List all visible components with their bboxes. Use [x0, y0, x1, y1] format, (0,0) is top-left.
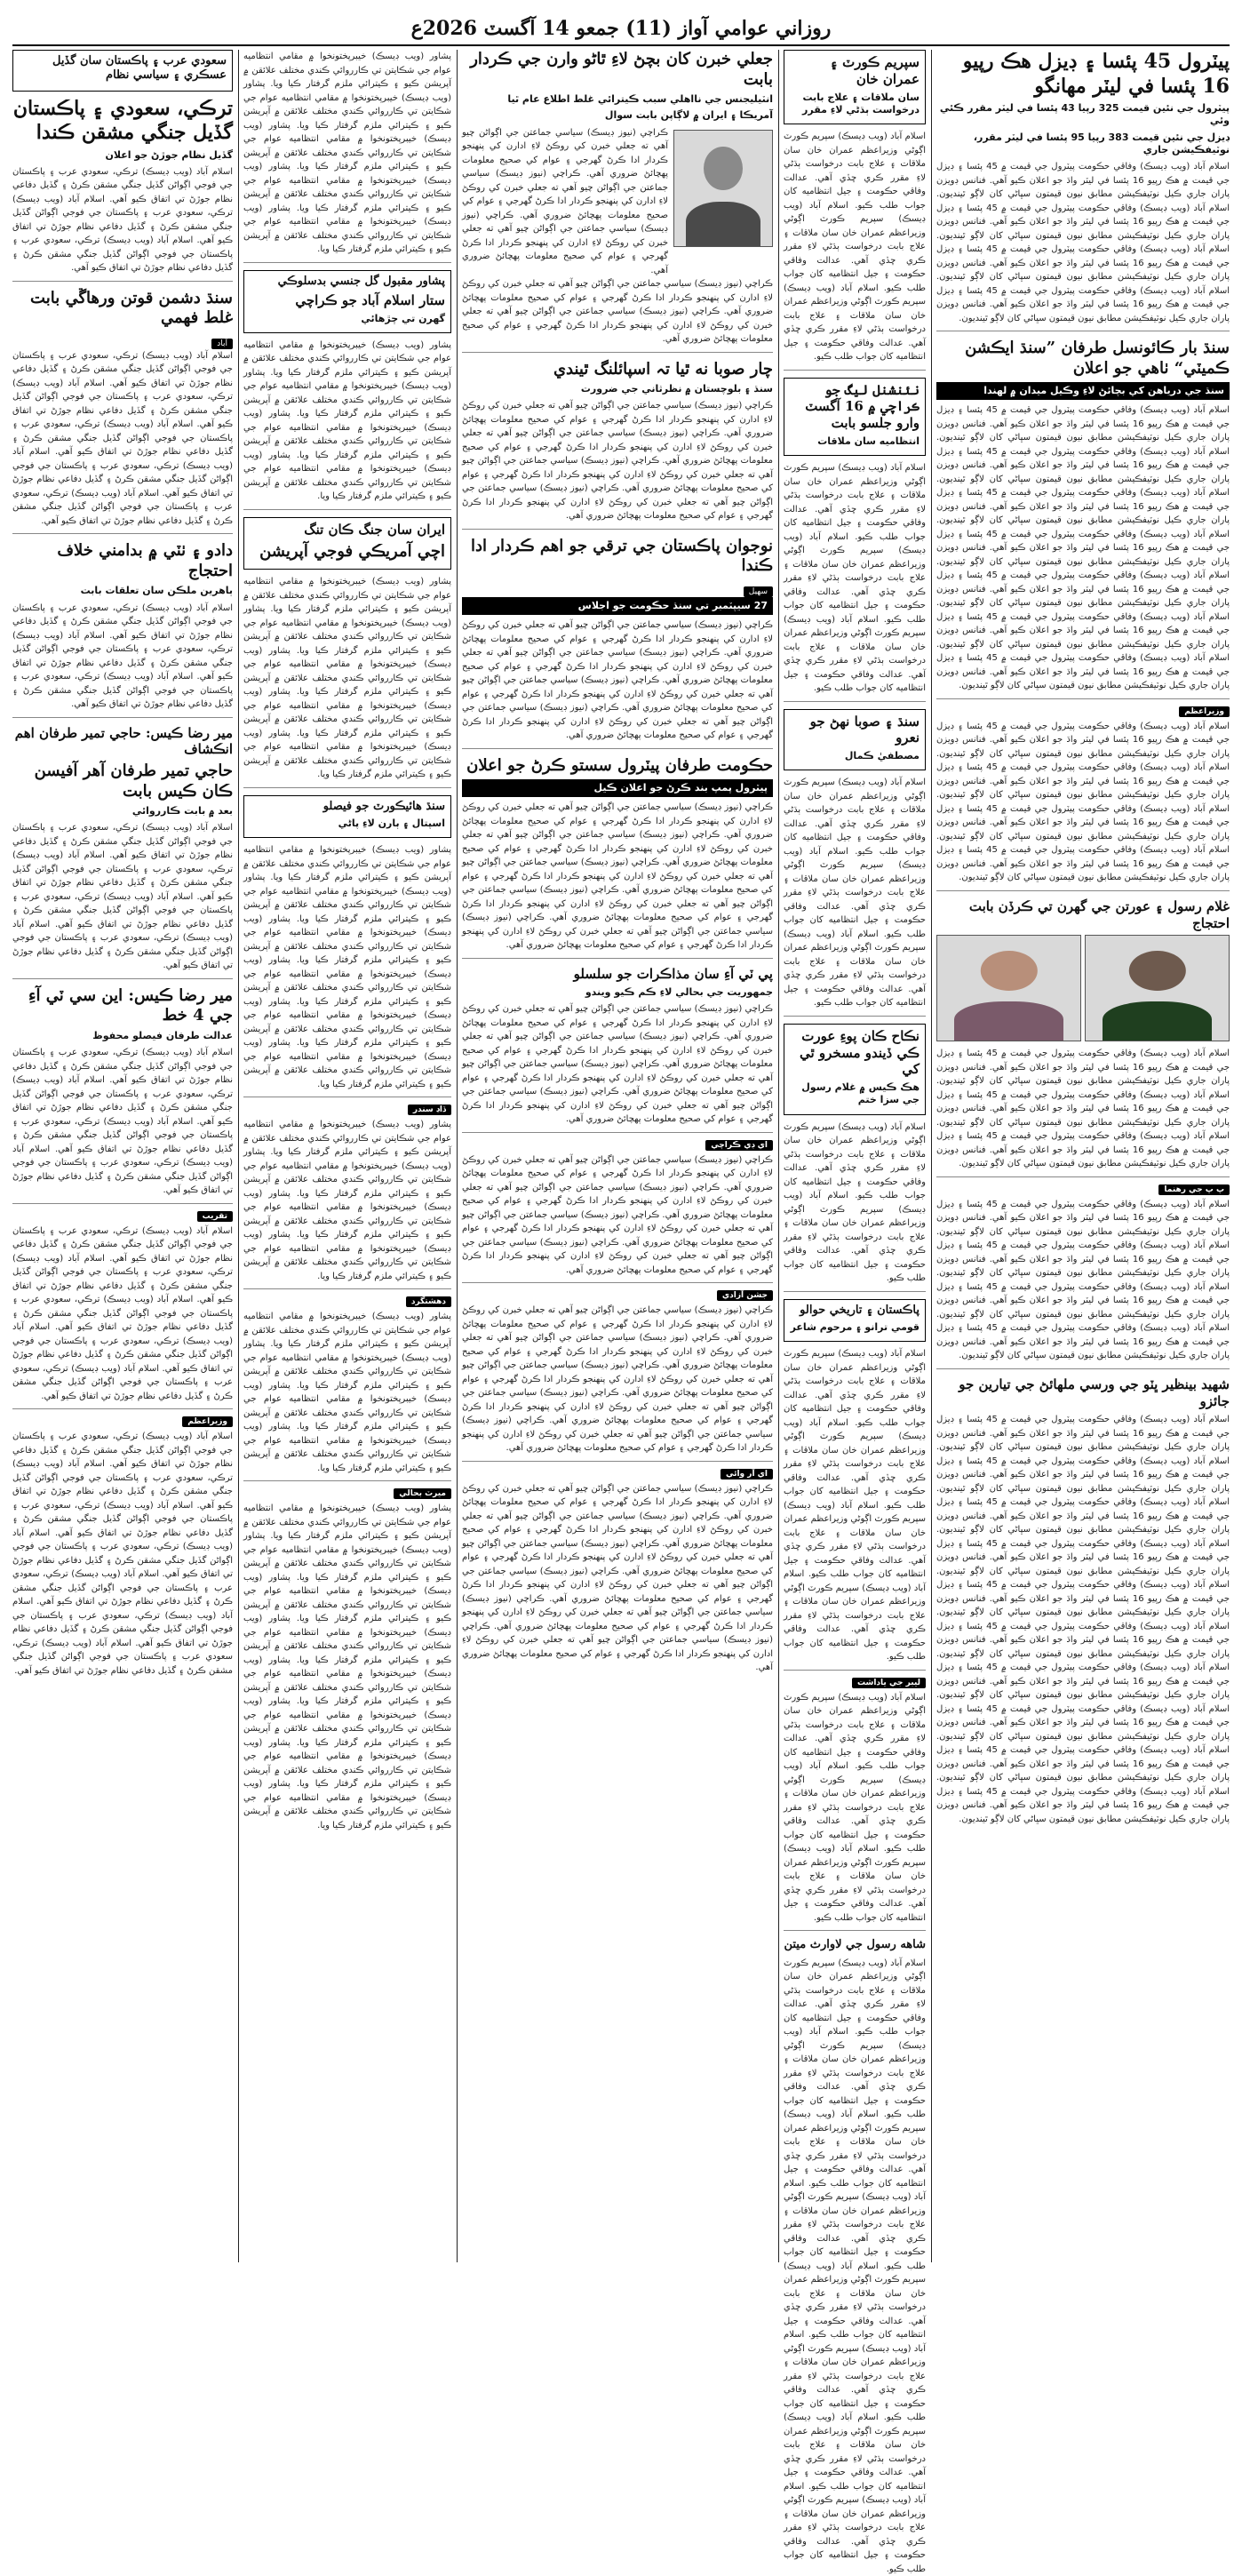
subheadline: سان ملاقات ۽ علاج بابت درخواست ٻڌڻي لاءِ مقرر: [802, 91, 920, 116]
headline: شاهه رسول جي لاوارث ميتن: [784, 1938, 926, 1952]
headline: ترڪي، سعودي ۽ پاڪستان گڏيل جنگي مشقن ڪندا: [12, 96, 233, 144]
tag-chip: سهيل: [744, 586, 773, 597]
portrait-photo: [936, 935, 1081, 1041]
headline: نڪاح ڪان پوءِ عورت ڪي ڏيندو مسخرو ٿي کي: [800, 1027, 920, 1078]
tag-chip: وزيراعظم: [182, 1416, 233, 1427]
story-body: اسلام آباد (ويب ڊيسڪ) وفاقي حڪومت پيٽرول جي قيمت ۾ 45 پئسا ۽ ڊيزل جي قيمت ۾ هڪ رپيو 16 پئسا في ليٽر واڌ جو اعلان ڪيو آهي. فنانس ڊويزن پاران جاري ڪيل نوٽيفڪيشن مطابق نيون قيمتون سڀاڻي کان لاڳو ٿينديون. اسلام آباد (ويب ڊيسڪ) وفاقي حڪومت پيٽرول جي قيمت ۾ 45 پئسا ۽ ڊيزل جي قيمت ۾ هڪ رپيو 16 پئسا في ليٽر واڌ جو اعلان ڪيو آهي. فنانس ڊويزن پاران جاري ڪيل نوٽيفڪيشن مطابق نيون قيمتون سڀاڻي کان لاڳو ٿينديون. اسلام آباد (ويب ڊيسڪ) وفاقي حڪومت پيٽرول جي قيمت ۾ 45 پئسا ۽ ڊيزل جي قيمت ۾ هڪ رپيو 16 پئسا في ليٽر واڌ جو اعلان ڪيو آهي. فنانس ڊويزن پاران جاري ڪيل نوٽيفڪيشن مطابق نيون قيمتون سڀاڻي کان لاڳو ٿينديون. اسلام آباد (ويب ڊيسڪ) وفاقي حڪومت پيٽرول جي قيمت ۾ 45 پئسا ۽ ڊيزل جي قيمت ۾ هڪ رپيو 16 پئسا في ليٽر واڌ جو اعلان ڪيو آهي. فنانس ڊويزن پاران جاري ڪيل نوٽيفڪيشن مطابق نيون قيمتون سڀاڻي کان لاڳو ٿينديون.: [936, 720, 1230, 891]
story-body: اسلام آباد (ويب ڊيسڪ) ترڪي، سعودي عرب ۽ پاڪستان جي فوجي اڳواڻن گڏيل جنگي مشقن ڪرڻ ۽ گڏيل دفاعي نظام جوڙڻ تي اتفاق ڪيو آهي. اسلام آباد (ويب ڊيسڪ) ترڪي، سعودي عرب ۽ پاڪستان جي فوجي اڳواڻن گڏيل جنگي مشقن ڪرڻ ۽ گڏيل دفاعي نظام جوڙڻ تي اتفاق ڪيو آهي. اسلام آباد (ويب ڊيسڪ) ترڪي، سعودي عرب ۽ پاڪستان جي فوجي اڳواڻن گڏيل جنگي مشقن ڪرڻ ۽ گڏيل دفاعي نظام جوڙڻ تي اتفاق ڪيو آهي.: [12, 165, 233, 282]
column-5: [12, 50, 233, 2262]
story-body: اسلام آباد (ويب ڊيسڪ) سپريم ڪورٽ اڳوڻي وزيراعظم عمران خان سان ملاقات ۽ علاج بابت درخواست ٻڌڻي لاءِ مقرر ڪري ڇڏي آهي. عدالت وفاقي حڪومت ۽ جيل انتظاميه کان جواب طلب ڪيو. اسلام آباد (ويب ڊيسڪ) سپريم ڪورٽ اڳوڻي وزيراعظم عمران خان سان ملاقات ۽ علاج بابت درخواست ٻڌڻي لاءِ مقرر ڪري ڇڏي آهي. عدالت وفاقي حڪومت ۽ جيل انتظاميه کان جواب طلب ڪيو. اسلام آباد (ويب ڊيسڪ) سپريم ڪورٽ اڳوڻي وزيراعظم عمران خان سان ملاقات ۽ علاج بابت درخواست ٻڌڻي لاءِ مقرر ڪري ڇڏي آهي. عدالت وفاقي حڪومت ۽ جيل انتظاميه کان جواب طلب ڪيو. اسلام آباد (ويب ڊيسڪ) سپريم ڪورٽ اڳوڻي وزيراعظم عمران خان سان ملاقات ۽ علاج بابت درخواست ٻڌڻي لاءِ مقرر ڪري ڇڏي آهي. عدالت وفاقي حڪومت ۽ جيل انتظاميه کان جواب طلب ڪيو. اسلام آباد (ويب ڊيسڪ) سپريم ڪورٽ اڳوڻي وزيراعظم عمران خان سان ملاقات ۽ علاج بابت درخواست ٻڌڻي لاءِ مقرر ڪري ڇڏي آهي. عدالت وفاقي حڪومت ۽ جيل انتظاميه کان جواب طلب ڪيو. اسلام آباد (ويب ڊيسڪ) سپريم ڪورٽ اڳوڻي وزيراعظم عمران خان سان ملاقات ۽ علاج بابت درخواست ٻڌڻي لاءِ مقرر ڪري ڇڏي آهي. عدالت وفاقي حڪومت ۽ جيل انتظاميه کان جواب طلب ڪيو. اسلام آباد (ويب ڊيسڪ) سپريم ڪورٽ اڳوڻي وزيراعظم عمران خان سان ملاقات ۽ علاج بابت درخواست ٻڌڻي لاءِ مقرر ڪري ڇڏي آهي. عدالت وفاقي حڪومت ۽ جيل انتظاميه کان جواب طلب ڪيو. اسلام آباد (ويب ڊيسڪ) سپريم ڪورٽ اڳوڻي وزيراعظم عمران خان سان ملاقات ۽ علاج بابت درخواست ٻڌڻي لاءِ مقرر ڪري ڇڏي آهي. عدالت وفاقي حڪومت ۽ جيل انتظاميه کان جواب طلب ڪيو.: [784, 1958, 927, 2574]
tag-chip: وزيراعظم: [1179, 706, 1230, 717]
story-body: پشاور (ويب ڊيسڪ) خيبرپختونخوا ۾ مقامي انتظاميه عوام جي شڪايتن تي ڪارروائي ڪندي مختلف علائقن ۾ آپريشن ڪيو ۽ ڪيترائي ملزم گرفتار ڪيا ويا. پشاور (ويب ڊيسڪ) خيبرپختونخوا ۾ مقامي انتظاميه عوام جي شڪايتن تي ڪارروائي ڪندي مختلف علائقن ۾ آپريشن ڪيو ۽ ڪيترائي ملزم گرفتار ڪيا ويا. پشاور (ويب ڊيسڪ) خيبرپختونخوا ۾ مقامي انتظاميه عوام جي شڪايتن تي ڪارروائي ڪندي مختلف علائقن ۾ آپريشن ڪيو ۽ ڪيترائي ملزم گرفتار ڪيا ويا. پشاور (ويب ڊيسڪ) خيبرپختونخوا ۾ مقامي انتظاميه عوام جي شڪايتن تي ڪارروائي ڪندي مختلف علائقن ۾ آپريشن ڪيو ۽ ڪيترائي ملزم گرفتار ڪيا ويا. پشاور (ويب ڊيسڪ) خيبرپختونخوا ۾ مقامي انتظاميه عوام جي شڪايتن تي ڪارروائي ڪندي مختلف علائقن ۾ آپريشن ڪيو ۽ ڪيترائي ملزم گرفتار ڪيا ويا.: [243, 575, 451, 788]
portrait-photo: [673, 130, 773, 247]
column-rule: [931, 50, 932, 2262]
column-rule: [778, 50, 779, 2262]
story-body: پشاور (ويب ڊيسڪ) خيبرپختونخوا ۾ مقامي انتظاميه عوام جي شڪايتن تي ڪارروائي ڪندي مختلف علائقن ۾ آپريشن ڪيو ۽ ڪيترائي ملزم گرفتار ڪيا ويا. پشاور (ويب ڊيسڪ) خيبرپختونخوا ۾ مقامي انتظاميه عوام جي شڪايتن تي ڪارروائي ڪندي مختلف علائقن ۾ آپريشن ڪيو ۽ ڪيترائي ملزم گرفتار ڪيا ويا. پشاور (ويب ڊيسڪ) خيبرپختونخوا ۾ مقامي انتظاميه عوام جي شڪايتن تي ڪارروائي ڪندي مختلف علائقن ۾ آپريشن ڪيو ۽ ڪيترائي ملزم گرفتار ڪيا ويا. پشاور (ويب ڊيسڪ) خيبرپختونخوا ۾ مقامي انتظاميه عوام جي شڪايتن تي ڪارروائي ڪندي مختلف علائقن ۾ آپريشن ڪيو ۽ ڪيترائي ملزم گرفتار ڪيا ويا.: [243, 1310, 451, 1481]
headline: جعلي خبرن کان بچڻ لاءِ ٿاڻو وارن جي ڪردار بابت: [470, 50, 773, 89]
subheadline: هڪ ڪيس ۾ غلام رسول جي سزا ختم: [801, 1081, 920, 1106]
subheadline: سنڌ ۽ بلوچستان ۾ نظرثاني جي ضرورت: [580, 383, 773, 395]
subheadline: انتظاميه سان ملاقات: [817, 435, 920, 447]
tag-chip: دهشتگرد: [406, 1296, 451, 1307]
story-body: اسلام آباد (ويب ڊيسڪ) وفاقي حڪومت پيٽرول جي قيمت ۾ 45 پئسا ۽ ڊيزل جي قيمت ۾ هڪ رپيو 16 پئسا في ليٽر واڌ جو اعلان ڪيو آهي. فنانس ڊويزن پاران جاري ڪيل نوٽيفڪيشن مطابق نيون قيمتون سڀاڻي کان لاڳو ٿينديون. اسلام آباد (ويب ڊيسڪ) وفاقي حڪومت پيٽرول جي قيمت ۾ 45 پئسا ۽ ڊيزل جي قيمت ۾ هڪ رپيو 16 پئسا في ليٽر واڌ جو اعلان ڪيو آهي. فنانس ڊويزن پاران جاري ڪيل نوٽيفڪيشن مطابق نيون قيمتون سڀاڻي کان لاڳو ٿينديون. اسلام آباد (ويب ڊيسڪ) وفاقي حڪومت پيٽرول جي قيمت ۾ 45 پئسا ۽ ڊيزل جي قيمت ۾ هڪ رپيو 16 پئسا في ليٽر واڌ جو اعلان ڪيو آهي. فنانس ڊويزن پاران جاري ڪيل نوٽيفڪيشن مطابق نيون قيمتون سڀاڻي کان لاڳو ٿينديون. اسلام آباد (ويب ڊيسڪ) وفاقي حڪومت پيٽرول جي قيمت ۾ 45 پئسا ۽ ڊيزل جي قيمت ۾ هڪ رپيو 16 پئسا في ليٽر واڌ جو اعلان ڪيو آهي. فنانس ڊويزن پاران جاري ڪيل نوٽيفڪيشن مطابق نيون قيمتون سڀاڻي کان لاڳو ٿينديون.: [936, 160, 1230, 331]
headline: پيٽرول 45 پئسا ۽ ڊيزل هڪ رپيو 16 پئسا في ليٽر مهانگو: [962, 50, 1230, 98]
subheadline: مصطفيٰ ڪمال: [844, 750, 920, 762]
subheadline: 27 سيپٽمبر تي سنڌ حڪومت جو اجلاس: [462, 597, 773, 615]
headline: حڪومت طرفان پيٽرول سستو ڪرڻ جو اعلان: [466, 755, 773, 775]
photo-pair: [936, 935, 1230, 1041]
story-body: اسلام آباد (ويب ڊيسڪ) ترڪي، سعودي عرب ۽ پاڪستان جي فوجي اڳواڻن گڏيل جنگي مشقن ڪرڻ ۽ گڏيل دفاعي نظام جوڙڻ تي اتفاق ڪيو آهي. اسلام آباد (ويب ڊيسڪ) ترڪي، سعودي عرب ۽ پاڪستان جي فوجي اڳواڻن گڏيل جنگي مشقن ڪرڻ ۽ گڏيل دفاعي نظام جوڙڻ تي اتفاق ڪيو آهي. اسلام آباد (ويب ڊيسڪ) ترڪي، سعودي عرب ۽ پاڪستان جي فوجي اڳواڻن گڏيل جنگي مشقن ڪرڻ ۽ گڏيل دفاعي نظام جوڙڻ تي اتفاق ڪيو آهي. اسلام آباد (ويب ڊيسڪ) ترڪي، سعودي عرب ۽ پاڪستان جي فوجي اڳواڻن گڏيل جنگي مشقن ڪرڻ ۽ گڏيل دفاعي نظام جوڙڻ تي اتفاق ڪيو آهي. اسلام آباد (ويب ڊيسڪ) ترڪي، سعودي عرب ۽ پاڪستان جي فوجي اڳواڻن گڏيل جنگي مشقن ڪرڻ ۽ گڏيل دفاعي نظام جوڙڻ تي اتفاق ڪيو آهي.: [12, 349, 233, 535]
subheadline: گڏيل نظام جوڙڻ جو اعلان: [105, 148, 233, 161]
masthead: روزاني عوامي آواز (11) جمعو 14 آگسٽ 2026ع: [12, 12, 1230, 46]
headline-box: [784, 1299, 926, 1343]
headline: چار صوبا نه ٿيا تہ اسپائلنگ ٿيندي: [553, 359, 773, 379]
subheadline: انٽيليجنس جي نااهلي سبب ڪيترائي غلط اطلاع عام ٿيا: [507, 93, 773, 105]
tag-chip: پ پ جي رهنما: [1158, 1184, 1230, 1195]
column-2: [784, 50, 927, 2574]
story-body: اسلام آباد (ويب ڊيسڪ) سپريم ڪورٽ اڳوڻي وزيراعظم عمران خان سان ملاقات ۽ علاج بابت درخواست ٻڌڻي لاءِ مقرر ڪري ڇڏي آهي. عدالت وفاقي حڪومت ۽ جيل انتظاميه کان جواب طلب ڪيو. اسلام آباد (ويب ڊيسڪ) سپريم ڪورٽ اڳوڻي وزيراعظم عمران خان سان ملاقات ۽ علاج بابت درخواست ٻڌڻي لاءِ مقرر ڪري ڇڏي آهي. عدالت وفاقي حڪومت ۽ جيل انتظاميه کان جواب طلب ڪيو. اسلام آباد (ويب ڊيسڪ) سپريم ڪورٽ اڳوڻي وزيراعظم عمران خان سان ملاقات ۽ علاج بابت درخواست ٻڌڻي لاءِ مقرر ڪري ڇڏي آهي. عدالت وفاقي حڪومت ۽ جيل انتظاميه کان جواب طلب ڪيو.: [784, 461, 926, 702]
story-body: اسلام آباد (ويب ڊيسڪ) وفاقي حڪومت پيٽرول جي قيمت ۾ 45 پئسا ۽ ڊيزل جي قيمت ۾ هڪ رپيو 16 پئسا في ليٽر واڌ جو اعلان ڪيو آهي. فنانس ڊويزن پاران جاري ڪيل نوٽيفڪيشن مطابق نيون قيمتون سڀاڻي کان لاڳو ٿينديون. اسلام آباد (ويب ڊيسڪ) وفاقي حڪومت پيٽرول جي قيمت ۾ 45 پئسا ۽ ڊيزل جي قيمت ۾ هڪ رپيو 16 پئسا في ليٽر واڌ جو اعلان ڪيو آهي. فنانس ڊويزن پاران جاري ڪيل نوٽيفڪيشن مطابق نيون قيمتون سڀاڻي کان لاڳو ٿينديون. اسلام آباد (ويب ڊيسڪ) وفاقي حڪومت پيٽرول جي قيمت ۾ 45 پئسا ۽ ڊيزل جي قيمت ۾ هڪ رپيو 16 پئسا في ليٽر واڌ جو اعلان ڪيو آهي. فنانس ڊويزن پاران جاري ڪيل نوٽيفڪيشن مطابق نيون قيمتون سڀاڻي کان لاڳو ٿينديون.: [936, 1047, 1230, 1177]
headline: مير رضا ڪيس: حاجي تمير طرفان اهم انڪشاف: [14, 724, 233, 758]
headline-box: [784, 1024, 926, 1115]
subheadline: بعد ۾ بابت ڪارروائي: [131, 805, 233, 817]
story-body: پشاور (ويب ڊيسڪ) خيبرپختونخوا ۾ مقامي انتظاميه عوام جي شڪايتن تي ڪارروائي ڪندي مختلف علائقن ۾ آپريشن ڪيو ۽ ڪيترائي ملزم گرفتار ڪيا ويا. پشاور (ويب ڊيسڪ) خيبرپختونخوا ۾ مقامي انتظاميه عوام جي شڪايتن تي ڪارروائي ڪندي مختلف علائقن ۾ آپريشن ڪيو ۽ ڪيترائي ملزم گرفتار ڪيا ويا. پشاور (ويب ڊيسڪ) خيبرپختونخوا ۾ مقامي انتظاميه عوام جي شڪايتن تي ڪارروائي ڪندي مختلف علائقن ۾ آپريشن ڪيو ۽ ڪيترائي ملزم گرفتار ڪيا ويا. پشاور (ويب ڊيسڪ) خيبرپختونخوا ۾ مقامي انتظاميه عوام جي شڪايتن تي ڪارروائي ڪندي مختلف علائقن ۾ آپريشن ڪيو ۽ ڪيترائي ملزم گرفتار ڪيا ويا. پشاور (ويب ڊيسڪ) خيبرپختونخوا ۾ مقامي انتظاميه عوام جي شڪايتن تي ڪارروائي ڪندي مختلف علائقن ۾ آپريشن ڪيو ۽ ڪيترائي ملزم گرفتار ڪيا ويا. پشاور (ويب ڊيسڪ) خيبرپختونخوا ۾ مقامي انتظاميه عوام جي شڪايتن تي ڪارروائي ڪندي مختلف علائقن ۾ آپريشن ڪيو ۽ ڪيترائي ملزم گرفتار ڪيا ويا. پشاور (ويب ڊيسڪ) خيبرپختونخوا ۾ مقامي انتظاميه عوام جي شڪايتن تي ڪارروائي ڪندي مختلف علائقن ۾ آپريشن ڪيو ۽ ڪيترائي ملزم گرفتار ڪيا ويا. پشاور (ويب ڊيسڪ) خيبرپختونخوا ۾ مقامي انتظاميه عوام جي شڪايتن تي ڪارروائي ڪندي مختلف علائقن ۾ آپريشن ڪيو ۽ ڪيترائي ملزم گرفتار ڪيا ويا.: [243, 1503, 451, 1830]
tag-chip: ميرٽ بحالي: [394, 1488, 451, 1499]
headline: ايران سان جنگ ڪان تنگ: [304, 521, 445, 538]
story-body: ڪراچي (نيوز ڊيسڪ) سياسي جماعتن جي اڳواڻن چيو آهي ته جعلي خبرن کي روڪڻ لاءِ ادارن کي پنهنجو ڪردار ادا ڪرڻ گهرجي ۽ عوام کي صحيح معلومات پهچائڻ ضروري آهي. ڪراچي (نيوز ڊيسڪ) سياسي جماعتن جي اڳواڻن چيو آهي ته جعلي خبرن کي روڪڻ لاءِ ادارن کي پنهنجو ڪردار ادا ڪرڻ گهرجي ۽ عوام کي صحيح معلومات پهچائڻ ضروري آهي. ڪراچي (نيوز ڊيسڪ) سياسي جماعتن جي اڳواڻن چيو آهي ته جعلي خبرن کي روڪڻ لاءِ ادارن کي پنهنجو ڪردار ادا ڪرڻ گهرجي ۽ عوام کي صحيح معلومات پهچائڻ ضروري آهي. ڪراچي (نيوز ڊيسڪ) سياسي جماعتن جي اڳواڻن چيو آهي ته جعلي خبرن کي روڪڻ لاءِ ادارن کي پنهنجو ڪردار ادا ڪرڻ گهرجي ۽ عوام کي صحيح معلومات پهچائڻ ضروري آهي.: [462, 618, 773, 749]
column-rule: [238, 50, 239, 2262]
tag-chip: آباد: [211, 339, 233, 349]
story-body: اسلام آباد (ويب ڊيسڪ) سپريم ڪورٽ اڳوڻي وزيراعظم عمران خان سان ملاقات ۽ علاج بابت درخواست ٻڌڻي لاءِ مقرر ڪري ڇڏي آهي. عدالت وفاقي حڪومت ۽ جيل انتظاميه کان جواب طلب ڪيو. اسلام آباد (ويب ڊيسڪ) سپريم ڪورٽ اڳوڻي وزيراعظم عمران خان سان ملاقات ۽ علاج بابت درخواست ٻڌڻي لاءِ مقرر ڪري ڇڏي آهي. عدالت وفاقي حڪومت ۽ جيل انتظاميه کان جواب طلب ڪيو. اسلام آباد (ويب ڊيسڪ) سپريم ڪورٽ اڳوڻي وزيراعظم عمران خان سان ملاقات ۽ علاج بابت درخواست ٻڌڻي لاءِ مقرر ڪري ڇڏي آهي. عدالت وفاقي حڪومت ۽ جيل انتظاميه کان جواب طلب ڪيو.: [784, 1691, 926, 1932]
subheadline: پيٽرول جي نئين قيمت 325 رپيا 43 پئسا في ليٽر مقرر ڪئي وئي: [939, 102, 1230, 127]
headline-box: [784, 709, 926, 771]
tag-chip: ليبر جي ياداشت: [852, 1678, 926, 1688]
headline: سعودي عرب ۽ پاڪستان سان گڏيل عسڪري ۽ سياسي نظام: [52, 54, 227, 83]
story-body: ڪراچي (نيوز ڊيسڪ) سياسي جماعتن جي اڳواڻن چيو آهي ته جعلي خبرن کي روڪڻ لاءِ ادارن کي پنهنجو ڪردار ادا ڪرڻ گهرجي ۽ عوام کي صحيح معلومات پهچائڻ ضروري آهي. ڪراچي (نيوز ڊيسڪ) سياسي جماعتن جي اڳواڻن چيو آهي ته جعلي خبرن کي روڪڻ لاءِ ادارن کي پنهنجو ڪردار ادا ڪرڻ گهرجي ۽ عوام کي صحيح معلومات پهچائڻ ضروري آهي. ڪراچي (نيوز ڊيسڪ) سياسي جماعتن جي اڳواڻن چيو آهي ته جعلي خبرن کي روڪڻ لاءِ ادارن کي پنهنجو ڪردار ادا ڪرڻ گهرجي ۽ عوام کي صحيح معلومات پهچائڻ ضروري آهي. ڪراچي (نيوز ڊيسڪ) سياسي جماعتن جي اڳواڻن چيو آهي ته جعلي خبرن کي روڪڻ لاءِ ادارن کي پنهنجو ڪردار ادا ڪرڻ گهرجي ۽ عوام کي صحيح معلومات پهچائڻ ضروري آهي. ڪراچي (نيوز ڊيسڪ) سياسي جماعتن جي اڳواڻن چيو آهي ته جعلي خبرن کي روڪڻ لاءِ ادارن کي پنهنجو ڪردار ادا ڪرڻ گهرجي ۽ عوام کي صحيح معلومات پهچائڻ ضروري آهي.: [462, 801, 773, 959]
headline-box: [784, 378, 926, 457]
subheadline: قومي ترانو ۽ مرحوم شاعر: [790, 1321, 920, 1334]
headline: شهيد بينظير ڀٽو جي ورسي ملهائڻ جي تيارين جو جائزو: [959, 1376, 1230, 1409]
story-body: پشاور (ويب ڊيسڪ) خيبرپختونخوا ۾ مقامي انتظاميه عوام جي شڪايتن تي ڪارروائي ڪندي مختلف علائقن ۾ آپريشن ڪيو ۽ ڪيترائي ملزم گرفتار ڪيا ويا. پشاور (ويب ڊيسڪ) خيبرپختونخوا ۾ مقامي انتظاميه عوام جي شڪايتن تي ڪارروائي ڪندي مختلف علائقن ۾ آپريشن ڪيو ۽ ڪيترائي ملزم گرفتار ڪيا ويا. پشاور (ويب ڊيسڪ) خيبرپختونخوا ۾ مقامي انتظاميه عوام جي شڪايتن تي ڪارروائي ڪندي مختلف علائقن ۾ آپريشن ڪيو ۽ ڪيترائي ملزم گرفتار ڪيا ويا. پشاور (ويب ڊيسڪ) خيبرپختونخوا ۾ مقامي انتظاميه عوام جي شڪايتن تي ڪارروائي ڪندي مختلف علائقن ۾ آپريشن ڪيو ۽ ڪيترائي ملزم گرفتار ڪيا ويا. پشاور (ويب ڊيسڪ) خيبرپختونخوا ۾ مقامي انتظاميه عوام جي شڪايتن تي ڪارروائي ڪندي مختلف علائقن ۾ آپريشن ڪيو ۽ ڪيترائي ملزم گرفتار ڪيا ويا.: [243, 50, 451, 263]
subheadline: جمهوريت جي بحالي لاءِ ڪم ڪيو ويندو: [585, 985, 773, 998]
headline: سنڌ دشمن قوتن ورهاڱي بابت غلط فهمي: [30, 288, 233, 328]
subheadline: ڊيزل جي نئين قيمت 383 رپيا 95 پئسا في ليٽر مقرر، نوٽيفڪيشن جاري: [973, 131, 1230, 156]
story-body: ڪراچي (نيوز ڊيسڪ) سياسي جماعتن جي اڳواڻن چيو آهي ته جعلي خبرن کي روڪڻ لاءِ ادارن کي پنهنجو ڪردار ادا ڪرڻ گهرجي ۽ عوام کي صحيح معلومات پهچائڻ ضروري آهي. ڪراچي (نيوز ڊيسڪ) سياسي جماعتن جي اڳواڻن چيو آهي ته جعلي خبرن کي روڪڻ لاءِ ادارن کي پنهنجو ڪردار ادا ڪرڻ گهرجي ۽ عوام کي صحيح معلومات پهچائڻ ضروري آهي.: [462, 277, 773, 353]
headline-box: [12, 50, 233, 92]
headline: دادو ۽ ٺٽي ۾ بدامني خلاف احتجاج: [57, 541, 233, 580]
story-body: اسلام آباد (ويب ڊيسڪ) ترڪي، سعودي عرب ۽ پاڪستان جي فوجي اڳواڻن گڏيل جنگي مشقن ڪرڻ ۽ گڏيل دفاعي نظام جوڙڻ تي اتفاق ڪيو آهي. اسلام آباد (ويب ڊيسڪ) ترڪي، سعودي عرب ۽ پاڪستان جي فوجي اڳواڻن گڏيل جنگي مشقن ڪرڻ ۽ گڏيل دفاعي نظام جوڙڻ تي اتفاق ڪيو آهي. اسلام آباد (ويب ڊيسڪ) ترڪي، سعودي عرب ۽ پاڪستان جي فوجي اڳواڻن گڏيل جنگي مشقن ڪرڻ ۽ گڏيل دفاعي نظام جوڙڻ تي اتفاق ڪيو آهي.: [12, 602, 233, 718]
story-body: اسلام آباد (ويب ڊيسڪ) ترڪي، سعودي عرب ۽ پاڪستان جي فوجي اڳواڻن گڏيل جنگي مشقن ڪرڻ ۽ گڏيل دفاعي نظام جوڙڻ تي اتفاق ڪيو آهي. اسلام آباد (ويب ڊيسڪ) ترڪي، سعودي عرب ۽ پاڪستان جي فوجي اڳواڻن گڏيل جنگي مشقن ڪرڻ ۽ گڏيل دفاعي نظام جوڙڻ تي اتفاق ڪيو آهي. اسلام آباد (ويب ڊيسڪ) ترڪي، سعودي عرب ۽ پاڪستان جي فوجي اڳواڻن گڏيل جنگي مشقن ڪرڻ ۽ گڏيل دفاعي نظام جوڙڻ تي اتفاق ڪيو آهي. اسلام آباد (ويب ڊيسڪ) ترڪي، سعودي عرب ۽ پاڪستان جي فوجي اڳواڻن گڏيل جنگي مشقن ڪرڻ ۽ گڏيل دفاعي نظام جوڙڻ تي اتفاق ڪيو آهي. اسلام آباد (ويب ڊيسڪ) ترڪي، سعودي عرب ۽ پاڪستان جي فوجي اڳواڻن گڏيل جنگي مشقن ڪرڻ ۽ گڏيل دفاعي نظام جوڙڻ تي اتفاق ڪيو آهي.: [12, 1224, 233, 1410]
tag-chip: جشن آزادي: [717, 1290, 773, 1301]
story-body: پشاور (ويب ڊيسڪ) خيبرپختونخوا ۾ مقامي انتظاميه عوام جي شڪايتن تي ڪارروائي ڪندي مختلف علائقن ۾ آپريشن ڪيو ۽ ڪيترائي ملزم گرفتار ڪيا ويا. پشاور (ويب ڊيسڪ) خيبرپختونخوا ۾ مقامي انتظاميه عوام جي شڪايتن تي ڪارروائي ڪندي مختلف علائقن ۾ آپريشن ڪيو ۽ ڪيترائي ملزم گرفتار ڪيا ويا. پشاور (ويب ڊيسڪ) خيبرپختونخوا ۾ مقامي انتظاميه عوام جي شڪايتن تي ڪارروائي ڪندي مختلف علائقن ۾ آپريشن ڪيو ۽ ڪيترائي ملزم گرفتار ڪيا ويا. پشاور (ويب ڊيسڪ) خيبرپختونخوا ۾ مقامي انتظاميه عوام جي شڪايتن تي ڪارروائي ڪندي مختلف علائقن ۾ آپريشن ڪيو ۽ ڪيترائي ملزم گرفتار ڪيا ويا. پشاور (ويب ڊيسڪ) خيبرپختونخوا ۾ مقامي انتظاميه عوام جي شڪايتن تي ڪارروائي ڪندي مختلف علائقن ۾ آپريشن ڪيو ۽ ڪيترائي ملزم گرفتار ڪيا ويا. پشاور (ويب ڊيسڪ) خيبرپختونخوا ۾ مقامي انتظاميه عوام جي شڪايتن تي ڪارروائي ڪندي مختلف علائقن ۾ آپريشن ڪيو ۽ ڪيترائي ملزم گرفتار ڪيا ويا.: [243, 843, 451, 1097]
story-body: ڪراچي (نيوز ڊيسڪ) سياسي جماعتن جي اڳواڻن چيو آهي ته جعلي خبرن کي روڪڻ لاءِ ادارن کي پنهنجو ڪردار ادا ڪرڻ گهرجي ۽ عوام کي صحيح معلومات پهچائڻ ضروري آهي. ڪراچي (نيوز ڊيسڪ) سياسي جماعتن جي اڳواڻن چيو آهي ته جعلي خبرن کي روڪڻ لاءِ ادارن کي پنهنجو ڪردار ادا ڪرڻ گهرجي ۽ عوام کي صحيح معلومات پهچائڻ ضروري آهي. ڪراچي (نيوز ڊيسڪ) سياسي جماعتن جي اڳواڻن چيو آهي ته جعلي خبرن کي روڪڻ لاءِ ادارن کي پنهنجو ڪردار ادا ڪرڻ گهرجي ۽ عوام کي صحيح معلومات پهچائڻ ضروري آهي. ڪراچي (نيوز ڊيسڪ) سياسي جماعتن جي اڳواڻن چيو آهي ته جعلي خبرن کي روڪڻ لاءِ ادارن کي پنهنجو ڪردار ادا ڪرڻ گهرجي ۽ عوام کي صحيح معلومات پهچائڻ ضروري آهي. ڪراچي (نيوز ڊيسڪ) سياسي جماعتن جي اڳواڻن چيو آهي ته جعلي خبرن کي روڪڻ لاءِ ادارن کي پنهنجو ڪردار ادا ڪرڻ گهرجي ۽ عوام کي صحيح معلومات پهچائڻ ضروري آهي. ڪراچي (نيوز ڊيسڪ) سياسي جماعتن جي اڳواڻن چيو آهي ته جعلي خبرن کي روڪڻ لاءِ ادارن کي پنهنجو ڪردار ادا ڪرڻ گهرجي ۽ عوام کي صحيح معلومات پهچائڻ ضروري آهي.: [462, 1483, 773, 1673]
subheadline: گهرن تي چڙهائي: [361, 312, 445, 324]
headline: ستار اسلام آباد جو ڪراچي: [295, 291, 445, 308]
headline: پي ٽي آءِ سان مذاڪرات جو سلسلو: [573, 965, 773, 982]
story-body: ڪراچي (نيوز ڊيسڪ) سياسي جماعتن جي اڳواڻن چيو آهي ته جعلي خبرن کي روڪڻ لاءِ ادارن کي پنهنجو ڪردار ادا ڪرڻ گهرجي ۽ عوام کي صحيح معلومات پهچائڻ ضروري آهي. ڪراچي (نيوز ڊيسڪ) سياسي جماعتن جي اڳواڻن چيو آهي ته جعلي خبرن کي روڪڻ لاءِ ادارن کي پنهنجو ڪردار ادا ڪرڻ گهرجي ۽ عوام کي صحيح معلومات پهچائڻ ضروري آهي. ڪراچي (نيوز ڊيسڪ) سياسي جماعتن جي اڳواڻن چيو آهي ته جعلي خبرن کي روڪڻ لاءِ ادارن کي پنهنجو ڪردار ادا ڪرڻ گهرجي ۽ عوام کي صحيح معلومات پهچائڻ ضروري آهي. ڪراچي (نيوز ڊيسڪ) سياسي جماعتن جي اڳواڻن چيو آهي ته جعلي خبرن کي روڪڻ لاءِ ادارن کي پنهنجو ڪردار ادا ڪرڻ گهرجي ۽ عوام کي صحيح معلومات پهچائڻ ضروري آهي.: [462, 1002, 773, 1133]
portrait-photo: [1085, 935, 1230, 1041]
headline-box: [784, 50, 926, 124]
column-3: [462, 50, 773, 2262]
story-body: اسلام آباد (ويب ڊيسڪ) وفاقي حڪومت پيٽرول جي قيمت ۾ 45 پئسا ۽ ڊيزل جي قيمت ۾ هڪ رپيو 16 پئسا في ليٽر واڌ جو اعلان ڪيو آهي. فنانس ڊويزن پاران جاري ڪيل نوٽيفڪيشن مطابق نيون قيمتون سڀاڻي کان لاڳو ٿينديون. اسلام آباد (ويب ڊيسڪ) وفاقي حڪومت پيٽرول جي قيمت ۾ 45 پئسا ۽ ڊيزل جي قيمت ۾ هڪ رپيو 16 پئسا في ليٽر واڌ جو اعلان ڪيو آهي. فنانس ڊويزن پاران جاري ڪيل نوٽيفڪيشن مطابق نيون قيمتون سڀاڻي کان لاڳو ٿينديون. اسلام آباد (ويب ڊيسڪ) وفاقي حڪومت پيٽرول جي قيمت ۾ 45 پئسا ۽ ڊيزل جي قيمت ۾ هڪ رپيو 16 پئسا في ليٽر واڌ جو اعلان ڪيو آهي. فنانس ڊويزن پاران جاري ڪيل نوٽيفڪيشن مطابق نيون قيمتون سڀاڻي کان لاڳو ٿينديون. اسلام آباد (ويب ڊيسڪ) وفاقي حڪومت پيٽرول جي قيمت ۾ 45 پئسا ۽ ڊيزل جي قيمت ۾ هڪ رپيو 16 پئسا في ليٽر واڌ جو اعلان ڪيو آهي. فنانس ڊويزن پاران جاري ڪيل نوٽيفڪيشن مطابق نيون قيمتون سڀاڻي کان لاڳو ٿينديون. اسلام آباد (ويب ڊيسڪ) وفاقي حڪومت پيٽرول جي قيمت ۾ 45 پئسا ۽ ڊيزل جي قيمت ۾ هڪ رپيو 16 پئسا في ليٽر واڌ جو اعلان ڪيو آهي. فنانس ڊويزن پاران جاري ڪيل نوٽيفڪيشن مطابق نيون قيمتون سڀاڻي کان لاڳو ٿينديون. اسلام آباد (ويب ڊيسڪ) وفاقي حڪومت پيٽرول جي قيمت ۾ 45 پئسا ۽ ڊيزل جي قيمت ۾ هڪ رپيو 16 پئسا في ليٽر واڌ جو اعلان ڪيو آهي. فنانس ڊويزن پاران جاري ڪيل نوٽيفڪيشن مطابق نيون قيمتون سڀاڻي کان لاڳو ٿينديون. اسلام آباد (ويب ڊيسڪ) وفاقي حڪومت پيٽرول جي قيمت ۾ 45 پئسا ۽ ڊيزل جي قيمت ۾ هڪ رپيو 16 پئسا في ليٽر واڌ جو اعلان ڪيو آهي. فنانس ڊويزن پاران جاري ڪيل نوٽيفڪيشن مطابق نيون قيمتون سڀاڻي کان لاڳو ٿينديون. اسلام آباد (ويب ڊيسڪ) وفاقي حڪومت پيٽرول جي قيمت ۾ 45 پئسا ۽ ڊيزل جي قيمت ۾ هڪ رپيو 16 پئسا في ليٽر واڌ جو اعلان ڪيو آهي. فنانس ڊويزن پاران جاري ڪيل نوٽيفڪيشن مطابق نيون قيمتون سڀاڻي کان لاڳو ٿينديون. اسلام آباد (ويب ڊيسڪ) وفاقي حڪومت پيٽرول جي قيمت ۾ 45 پئسا ۽ ڊيزل جي قيمت ۾ هڪ رپيو 16 پئسا في ليٽر واڌ جو اعلان ڪيو آهي. فنانس ڊويزن پاران جاري ڪيل نوٽيفڪيشن مطابق نيون قيمتون سڀاڻي کان لاڳو ٿينديون. اسلام آباد (ويب ڊيسڪ) وفاقي حڪومت پيٽرول جي قيمت ۾ 45 پئسا ۽ ڊيزل جي قيمت ۾ هڪ رپيو 16 پئسا في ليٽر واڌ جو اعلان ڪيو آهي. فنانس ڊويزن پاران جاري ڪيل نوٽيفڪيشن مطابق نيون قيمتون سڀاڻي کان لاڳو ٿينديون.: [936, 1415, 1230, 1824]
story-body: ڪراچي (نيوز ڊيسڪ) سياسي جماعتن جي اڳواڻن چيو آهي ته جعلي خبرن کي روڪڻ لاءِ ادارن کي پنهنجو ڪردار ادا ڪرڻ گهرجي ۽ عوام کي صحيح معلومات پهچائڻ ضروري آهي. ڪراچي (نيوز ڊيسڪ) سياسي جماعتن جي اڳواڻن چيو آهي ته جعلي خبرن کي روڪڻ لاءِ ادارن کي پنهنجو ڪردار ادا ڪرڻ گهرجي ۽ عوام کي صحيح معلومات پهچائڻ ضروري آهي. ڪراچي (نيوز ڊيسڪ) سياسي جماعتن جي اڳواڻن چيو آهي ته جعلي خبرن کي روڪڻ لاءِ ادارن کي پنهنجو ڪردار ادا ڪرڻ گهرجي ۽ عوام کي صحيح معلومات پهچائڻ ضروري آهي. ڪراچي (نيوز ڊيسڪ) سياسي جماعتن جي اڳواڻن چيو آهي ته جعلي خبرن کي روڪڻ لاءِ ادارن کي پنهنجو ڪردار ادا ڪرڻ گهرجي ۽ عوام کي صحيح معلومات پهچائڻ ضروري آهي.: [462, 1153, 773, 1284]
headline: غلام رسول ۽ عورتن جي گهرن تي ڪرڏن بابت احتجاج: [968, 897, 1230, 931]
story-body: اسلام آباد (ويب ڊيسڪ) وفاقي حڪومت پيٽرول جي قيمت ۾ 45 پئسا ۽ ڊيزل جي قيمت ۾ هڪ رپيو 16 پئسا في ليٽر واڌ جو اعلان ڪيو آهي. فنانس ڊويزن پاران جاري ڪيل نوٽيفڪيشن مطابق نيون قيمتون سڀاڻي کان لاڳو ٿينديون. اسلام آباد (ويب ڊيسڪ) وفاقي حڪومت پيٽرول جي قيمت ۾ 45 پئسا ۽ ڊيزل جي قيمت ۾ هڪ رپيو 16 پئسا في ليٽر واڌ جو اعلان ڪيو آهي. فنانس ڊويزن پاران جاري ڪيل نوٽيفڪيشن مطابق نيون قيمتون سڀاڻي کان لاڳو ٿينديون. اسلام آباد (ويب ڊيسڪ) وفاقي حڪومت پيٽرول جي قيمت ۾ 45 پئسا ۽ ڊيزل جي قيمت ۾ هڪ رپيو 16 پئسا في ليٽر واڌ جو اعلان ڪيو آهي. فنانس ڊويزن پاران جاري ڪيل نوٽيفڪيشن مطابق نيون قيمتون سڀاڻي کان لاڳو ٿينديون. اسلام آباد (ويب ڊيسڪ) وفاقي حڪومت پيٽرول جي قيمت ۾ 45 پئسا ۽ ڊيزل جي قيمت ۾ هڪ رپيو 16 پئسا في ليٽر واڌ جو اعلان ڪيو آهي. فنانس ڊويزن پاران جاري ڪيل نوٽيفڪيشن مطابق نيون قيمتون سڀاڻي کان لاڳو ٿينديون. اسلام آباد (ويب ڊيسڪ) وفاقي حڪومت پيٽرول جي قيمت ۾ 45 پئسا ۽ ڊيزل جي قيمت ۾ هڪ رپيو 16 پئسا في ليٽر واڌ جو اعلان ڪيو آهي. فنانس ڊويزن پاران جاري ڪيل نوٽيفڪيشن مطابق نيون قيمتون سڀاڻي کان لاڳو ٿينديون. اسلام آباد (ويب ڊيسڪ) وفاقي حڪومت پيٽرول جي قيمت ۾ 45 پئسا ۽ ڊيزل جي قيمت ۾ هڪ رپيو 16 پئسا في ليٽر واڌ جو اعلان ڪيو آهي. فنانس ڊويزن پاران جاري ڪيل نوٽيفڪيشن مطابق نيون قيمتون سڀاڻي کان لاڳو ٿينديون. اسلام آباد (ويب ڊيسڪ) وفاقي حڪومت پيٽرول جي قيمت ۾ 45 پئسا ۽ ڊيزل جي قيمت ۾ هڪ رپيو 16 پئسا في ليٽر واڌ جو اعلان ڪيو آهي. فنانس ڊويزن پاران جاري ڪيل نوٽيفڪيشن مطابق نيون قيمتون سڀاڻي کان لاڳو ٿينديون.: [936, 403, 1230, 699]
subheadline: آمريڪا ۽ ايران ۾ لاڳاپن بابت سوال: [604, 109, 773, 122]
headline: مير رضا ڪيس: اين سي ٽي آءِ جي 4 خط: [28, 985, 233, 1025]
story-body: اسلام آباد (ويب ڊيسڪ) ترڪي، سعودي عرب ۽ پاڪستان جي فوجي اڳواڻن گڏيل جنگي مشقن ڪرڻ ۽ گڏيل دفاعي نظام جوڙڻ تي اتفاق ڪيو آهي. اسلام آباد (ويب ڊيسڪ) ترڪي، سعودي عرب ۽ پاڪستان جي فوجي اڳواڻن گڏيل جنگي مشقن ڪرڻ ۽ گڏيل دفاعي نظام جوڙڻ تي اتفاق ڪيو آهي. اسلام آباد (ويب ڊيسڪ) ترڪي، سعودي عرب ۽ پاڪستان جي فوجي اڳواڻن گڏيل جنگي مشقن ڪرڻ ۽ گڏيل دفاعي نظام جوڙڻ تي اتفاق ڪيو آهي. اسلام آباد (ويب ڊيسڪ) ترڪي، سعودي عرب ۽ پاڪستان جي فوجي اڳواڻن گڏيل جنگي مشقن ڪرڻ ۽ گڏيل دفاعي نظام جوڙڻ تي اتفاق ڪيو آهي.: [12, 1046, 233, 1204]
tag-chip: اي آر وائي: [721, 1469, 773, 1479]
headline: اچي آمريڪي فوجي آپريشن: [259, 541, 445, 561]
headline: نئنشنل ليگ جو ڪراچي ۾ 16 آگسٽ وارو جلسو بابت: [805, 381, 920, 432]
tag-chip: ڏاڍ سندر: [408, 1105, 451, 1115]
story-body: ڪراچي (نيوز ڊيسڪ) سياسي جماعتن جي اڳواڻن چيو آهي ته جعلي خبرن کي روڪڻ لاءِ ادارن کي پنهنجو ڪردار ادا ڪرڻ گهرجي ۽ عوام کي صحيح معلومات پهچائڻ ضروري آهي. ڪراچي (نيوز ڊيسڪ) سياسي جماعتن جي اڳواڻن چيو آهي ته جعلي خبرن کي روڪڻ لاءِ ادارن کي پنهنجو ڪردار ادا ڪرڻ گهرجي ۽ عوام کي صحيح معلومات پهچائڻ ضروري آهي. ڪراچي (نيوز ڊيسڪ) سياسي جماعتن جي اڳواڻن چيو آهي ته جعلي خبرن کي روڪڻ لاءِ ادارن کي پنهنجو ڪردار ادا ڪرڻ گهرجي ۽ عوام کي صحيح معلومات پهچائڻ ضروري آهي. ڪراچي (نيوز ڊيسڪ) سياسي جماعتن جي اڳواڻن چيو آهي ته جعلي خبرن کي روڪڻ لاءِ ادارن کي پنهنجو ڪردار ادا ڪرڻ گهرجي ۽ عوام کي صحيح معلومات پهچائڻ ضروري آهي. ڪراچي (نيوز ڊيسڪ) سياسي جماعتن جي اڳواڻن چيو آهي ته جعلي خبرن کي روڪڻ لاءِ ادارن کي پنهنجو ڪردار ادا ڪرڻ گهرجي ۽ عوام کي صحيح معلومات پهچائڻ ضروري آهي.: [462, 1304, 773, 1462]
tag-chip: تقريب: [197, 1211, 233, 1222]
headline: سپريم ڪورٽ ۽ عمران خان: [830, 54, 920, 87]
story-body: ڪراچي (نيوز ڊيسڪ) سياسي جماعتن جي اڳواڻن چيو آهي ته جعلي خبرن کي روڪڻ لاءِ ادارن کي پنهنجو ڪردار ادا ڪرڻ گهرجي ۽ عوام کي صحيح معلومات پهچائڻ ضروري آهي. ڪراچي (نيوز ڊيسڪ) سياسي جماعتن جي اڳواڻن چيو آهي ته جعلي خبرن کي روڪڻ لاءِ ادارن کي پنهنجو ڪردار ادا ڪرڻ گهرجي ۽ عوام کي صحيح معلومات پهچائڻ ضروري آهي. ڪراچي (نيوز ڊيسڪ) سياسي جماعتن جي اڳواڻن چيو آهي ته جعلي خبرن کي روڪڻ لاءِ ادارن کي پنهنجو ڪردار ادا ڪرڻ گهرجي ۽ عوام کي صحيح معلومات پهچائڻ ضروري آهي. ڪراچي (نيوز ڊيسڪ) سياسي جماعتن جي اڳواڻن چيو آهي ته جعلي خبرن کي روڪڻ لاءِ ادارن کي پنهنجو ڪردار ادا ڪرڻ گهرجي ۽ عوام کي صحيح معلومات پهچائڻ ضروري آهي.: [462, 399, 773, 530]
headline: نوجوان پاڪستان جي ترقي جو اهم ڪردار ادا ڪندا: [471, 536, 773, 576]
story-body: اسلام آباد (ويب ڊيسڪ) سپريم ڪورٽ اڳوڻي وزيراعظم عمران خان سان ملاقات ۽ علاج بابت درخواست ٻڌڻي لاءِ مقرر ڪري ڇڏي آهي. عدالت وفاقي حڪومت ۽ جيل انتظاميه کان جواب طلب ڪيو. اسلام آباد (ويب ڊيسڪ) سپريم ڪورٽ اڳوڻي وزيراعظم عمران خان سان ملاقات ۽ علاج بابت درخواست ٻڌڻي لاءِ مقرر ڪري ڇڏي آهي. عدالت وفاقي حڪومت ۽ جيل انتظاميه کان جواب طلب ڪيو. اسلام آباد (ويب ڊيسڪ) سپريم ڪورٽ اڳوڻي وزيراعظم عمران خان سان ملاقات ۽ علاج بابت درخواست ٻڌڻي لاءِ مقرر ڪري ڇڏي آهي. عدالت وفاقي حڪومت ۽ جيل انتظاميه کان جواب طلب ڪيو.: [784, 776, 926, 1017]
story-body: اسلام آباد (ويب ڊيسڪ) سپريم ڪورٽ اڳوڻي وزيراعظم عمران خان سان ملاقات ۽ علاج بابت درخواست ٻڌڻي لاءِ مقرر ڪري ڇڏي آهي. عدالت وفاقي حڪومت ۽ جيل انتظاميه کان جواب طلب ڪيو. اسلام آباد (ويب ڊيسڪ) سپريم ڪورٽ اڳوڻي وزيراعظم عمران خان سان ملاقات ۽ علاج بابت درخواست ٻڌڻي لاءِ مقرر ڪري ڇڏي آهي. عدالت وفاقي حڪومت ۽ جيل انتظاميه کان جواب طلب ڪيو. اسلام آباد (ويب ڊيسڪ) سپريم ڪورٽ اڳوڻي وزيراعظم عمران خان سان ملاقات ۽ علاج بابت درخواست ٻڌڻي لاءِ مقرر ڪري ڇڏي آهي. عدالت وفاقي حڪومت ۽ جيل انتظاميه کان جواب طلب ڪيو. اسلام آباد (ويب ڊيسڪ) سپريم ڪورٽ اڳوڻي وزيراعظم عمران خان سان ملاقات ۽ علاج بابت درخواست ٻڌڻي لاءِ مقرر ڪري ڇڏي آهي. عدالت وفاقي حڪومت ۽ جيل انتظاميه کان جواب طلب ڪيو.: [784, 1347, 926, 1671]
headline: پاڪستان ۽ تاريخي حوالو: [800, 1303, 920, 1317]
headline: حاجي تمير طرفان آهر آفيسن ڪان ڪيس بابت: [34, 762, 233, 801]
headline-box: [243, 517, 451, 570]
story-body: اسلام آباد (ويب ڊيسڪ) وفاقي حڪومت پيٽرول جي قيمت ۾ 45 پئسا ۽ ڊيزل جي قيمت ۾ هڪ رپيو 16 پئسا في ليٽر واڌ جو اعلان ڪيو آهي. فنانس ڊويزن پاران جاري ڪيل نوٽيفڪيشن مطابق نيون قيمتون سڀاڻي کان لاڳو ٿينديون. اسلام آباد (ويب ڊيسڪ) وفاقي حڪومت پيٽرول جي قيمت ۾ 45 پئسا ۽ ڊيزل جي قيمت ۾ هڪ رپيو 16 پئسا في ليٽر واڌ جو اعلان ڪيو آهي. فنانس ڊويزن پاران جاري ڪيل نوٽيفڪيشن مطابق نيون قيمتون سڀاڻي کان لاڳو ٿينديون. اسلام آباد (ويب ڊيسڪ) وفاقي حڪومت پيٽرول جي قيمت ۾ 45 پئسا ۽ ڊيزل جي قيمت ۾ هڪ رپيو 16 پئسا في ليٽر واڌ جو اعلان ڪيو آهي. فنانس ڊويزن پاران جاري ڪيل نوٽيفڪيشن مطابق نيون قيمتون سڀاڻي کان لاڳو ٿينديون. اسلام آباد (ويب ڊيسڪ) وفاقي حڪومت پيٽرول جي قيمت ۾ 45 پئسا ۽ ڊيزل جي قيمت ۾ هڪ رپيو 16 پئسا في ليٽر واڌ جو اعلان ڪيو آهي. فنانس ڊويزن پاران جاري ڪيل نوٽيفڪيشن مطابق نيون قيمتون سڀاڻي کان لاڳو ٿينديون.: [936, 1198, 1230, 1369]
subheadline: عدالت طرفان فيصلو محفوظ: [92, 1029, 233, 1041]
column-1: [936, 50, 1230, 2262]
subheadline: پيٽرول پمپ بند ڪرڻ جو اعلان ڪيل: [462, 779, 773, 797]
story-body: اسلام آباد (ويب ڊيسڪ) ترڪي، سعودي عرب ۽ پاڪستان جي فوجي اڳواڻن گڏيل جنگي مشقن ڪرڻ ۽ گڏيل دفاعي نظام جوڙڻ تي اتفاق ڪيو آهي. اسلام آباد (ويب ڊيسڪ) ترڪي، سعودي عرب ۽ پاڪستان جي فوجي اڳواڻن گڏيل جنگي مشقن ڪرڻ ۽ گڏيل دفاعي نظام جوڙڻ تي اتفاق ڪيو آهي. اسلام آباد (ويب ڊيسڪ) ترڪي، سعودي عرب ۽ پاڪستان جي فوجي اڳواڻن گڏيل جنگي مشقن ڪرڻ ۽ گڏيل دفاعي نظام جوڙڻ تي اتفاق ڪيو آهي. اسلام آباد (ويب ڊيسڪ) ترڪي، سعودي عرب ۽ پاڪستان جي فوجي اڳواڻن گڏيل جنگي مشقن ڪرڻ ۽ گڏيل دفاعي نظام جوڙڻ تي اتفاق ڪيو آهي. اسلام آباد (ويب ڊيسڪ) ترڪي، سعودي عرب ۽ پاڪستان جي فوجي اڳواڻن گڏيل جنگي مشقن ڪرڻ ۽ گڏيل دفاعي نظام جوڙڻ تي اتفاق ڪيو آهي. اسلام آباد (ويب ڊيسڪ) ترڪي، سعودي عرب ۽ پاڪستان جي فوجي اڳواڻن گڏيل جنگي مشقن ڪرڻ ۽ گڏيل دفاعي نظام جوڙڻ تي اتفاق ڪيو آهي. اسلام آباد (ويب ڊيسڪ) ترڪي، سعودي عرب ۽ پاڪستان جي فوجي اڳواڻن گڏيل جنگي مشقن ڪرڻ ۽ گڏيل دفاعي نظام جوڙڻ تي اتفاق ڪيو آهي.: [12, 1432, 234, 1676]
headline: پشاور مقبول گل جنسي بدسلوڪي: [277, 274, 445, 288]
column-4: [243, 50, 451, 2262]
story-body: ڪراچي (نيوز ڊيسڪ) سياسي جماعتن جي اڳواڻن چيو آهي ته جعلي خبرن کي روڪڻ لاءِ ادارن کي پنهنجو ڪردار ادا ڪرڻ گهرجي ۽ عوام کي صحيح معلومات پهچائڻ ضروري آهي. ڪراچي (نيوز ڊيسڪ) سياسي جماعتن جي اڳواڻن چيو آهي ته جعلي خبرن کي روڪڻ لاءِ ادارن کي پنهنجو ڪردار ادا ڪرڻ گهرجي ۽ عوام کي صحيح معلومات پهچائڻ ضروري آهي. ڪراچي (نيوز ڊيسڪ) سياسي جماعتن جي اڳواڻن چيو آهي ته جعلي خبرن کي روڪڻ لاءِ ادارن کي پنهنجو ڪردار ادا ڪرڻ گهرجي ۽ عوام کي صحيح معلومات پهچائڻ ضروري آهي.: [462, 127, 668, 275]
tag-chip: اي ڊي ڪراچي: [705, 1140, 773, 1151]
column-rule: [457, 50, 458, 2262]
story-body: اسلام آباد (ويب ڊيسڪ) سپريم ڪورٽ اڳوڻي وزيراعظم عمران خان سان ملاقات ۽ علاج بابت درخواست ٻڌڻي لاءِ مقرر ڪري ڇڏي آهي. عدالت وفاقي حڪومت ۽ جيل انتظاميه کان جواب طلب ڪيو. اسلام آباد (ويب ڊيسڪ) سپريم ڪورٽ اڳوڻي وزيراعظم عمران خان سان ملاقات ۽ علاج بابت درخواست ٻڌڻي لاءِ مقرر ڪري ڇڏي آهي. عدالت وفاقي حڪومت ۽ جيل انتظاميه کان جواب طلب ڪيو.: [784, 1121, 926, 1292]
headline-box: [243, 270, 451, 333]
story-body: پشاور (ويب ڊيسڪ) خيبرپختونخوا ۾ مقامي انتظاميه عوام جي شڪايتن تي ڪارروائي ڪندي مختلف علائقن ۾ آپريشن ڪيو ۽ ڪيترائي ملزم گرفتار ڪيا ويا. پشاور (ويب ڊيسڪ) خيبرپختونخوا ۾ مقامي انتظاميه عوام جي شڪايتن تي ڪارروائي ڪندي مختلف علائقن ۾ آپريشن ڪيو ۽ ڪيترائي ملزم گرفتار ڪيا ويا. پشاور (ويب ڊيسڪ) خيبرپختونخوا ۾ مقامي انتظاميه عوام جي شڪايتن تي ڪارروائي ڪندي مختلف علائقن ۾ آپريشن ڪيو ۽ ڪيترائي ملزم گرفتار ڪيا ويا. پشاور (ويب ڊيسڪ) خيبرپختونخوا ۾ مقامي انتظاميه عوام جي شڪايتن تي ڪارروائي ڪندي مختلف علائقن ۾ آپريشن ڪيو ۽ ڪيترائي ملزم گرفتار ڪيا ويا.: [243, 1118, 451, 1289]
headline: سنڌ ۽ صوبا نهڻ جو نعرو: [809, 713, 920, 746]
headline-box: [243, 795, 451, 839]
subheadline: اسپتال ۽ ٻارن لاءِ پاڻي: [338, 817, 445, 829]
story-body: اسلام آباد (ويب ڊيسڪ) سپريم ڪورٽ اڳوڻي وزيراعظم عمران خان سان ملاقات ۽ علاج بابت درخواست ٻڌڻي لاءِ مقرر ڪري ڇڏي آهي. عدالت وفاقي حڪومت ۽ جيل انتظاميه کان جواب طلب ڪيو. اسلام آباد (ويب ڊيسڪ) سپريم ڪورٽ اڳوڻي وزيراعظم عمران خان سان ملاقات ۽ علاج بابت درخواست ٻڌڻي لاءِ مقرر ڪري ڇڏي آهي. عدالت وفاقي حڪومت ۽ جيل انتظاميه کان جواب طلب ڪيو. اسلام آباد (ويب ڊيسڪ) سپريم ڪورٽ اڳوڻي وزيراعظم عمران خان سان ملاقات ۽ علاج بابت درخواست ٻڌڻي لاءِ مقرر ڪري ڇڏي آهي. عدالت وفاقي حڪومت ۽ جيل انتظاميه کان جواب طلب ڪيو.: [784, 130, 926, 371]
headline: سنڌ بار ڪائونسل طرفان ”سنڌ ايڪشن ڪميٽي“ ٺاهي جو اعلان: [965, 339, 1230, 378]
subheadline: ٻاهرين ملڪن سان تعلقات بابت: [80, 585, 233, 597]
headline: سنڌ هائيڪورٽ جو فيصلو: [322, 799, 445, 813]
story-body: پشاور (ويب ڊيسڪ) خيبرپختونخوا ۾ مقامي انتظاميه عوام جي شڪايتن تي ڪارروائي ڪندي مختلف علائقن ۾ آپريشن ڪيو ۽ ڪيترائي ملزم گرفتار ڪيا ويا. پشاور (ويب ڊيسڪ) خيبرپختونخوا ۾ مقامي انتظاميه عوام جي شڪايتن تي ڪارروائي ڪندي مختلف علائقن ۾ آپريشن ڪيو ۽ ڪيترائي ملزم گرفتار ڪيا ويا. پشاور (ويب ڊيسڪ) خيبرپختونخوا ۾ مقامي انتظاميه عوام جي شڪايتن تي ڪارروائي ڪندي مختلف علائقن ۾ آپريشن ڪيو ۽ ڪيترائي ملزم گرفتار ڪيا ويا. پشاور (ويب ڊيسڪ) خيبرپختونخوا ۾ مقامي انتظاميه عوام جي شڪايتن تي ڪارروائي ڪندي مختلف علائقن ۾ آپريشن ڪيو ۽ ڪيترائي ملزم گرفتار ڪيا ويا.: [243, 339, 451, 510]
story-body: اسلام آباد (ويب ڊيسڪ) ترڪي، سعودي عرب ۽ پاڪستان جي فوجي اڳواڻن گڏيل جنگي مشقن ڪرڻ ۽ گڏيل دفاعي نظام جوڙڻ تي اتفاق ڪيو آهي. اسلام آباد (ويب ڊيسڪ) ترڪي، سعودي عرب ۽ پاڪستان جي فوجي اڳواڻن گڏيل جنگي مشقن ڪرڻ ۽ گڏيل دفاعي نظام جوڙڻ تي اتفاق ڪيو آهي. اسلام آباد (ويب ڊيسڪ) ترڪي، سعودي عرب ۽ پاڪستان جي فوجي اڳواڻن گڏيل جنگي مشقن ڪرڻ ۽ گڏيل دفاعي نظام جوڙڻ تي اتفاق ڪيو آهي. اسلام آباد (ويب ڊيسڪ) ترڪي، سعودي عرب ۽ پاڪستان جي فوجي اڳواڻن گڏيل جنگي مشقن ڪرڻ ۽ گڏيل دفاعي نظام جوڙڻ تي اتفاق ڪيو آهي.: [12, 821, 233, 979]
subheadline: سنڌ جي درياهن کي بچائڻ لاءِ وڪيل ميدان ۾ لهندا: [936, 382, 1230, 400]
